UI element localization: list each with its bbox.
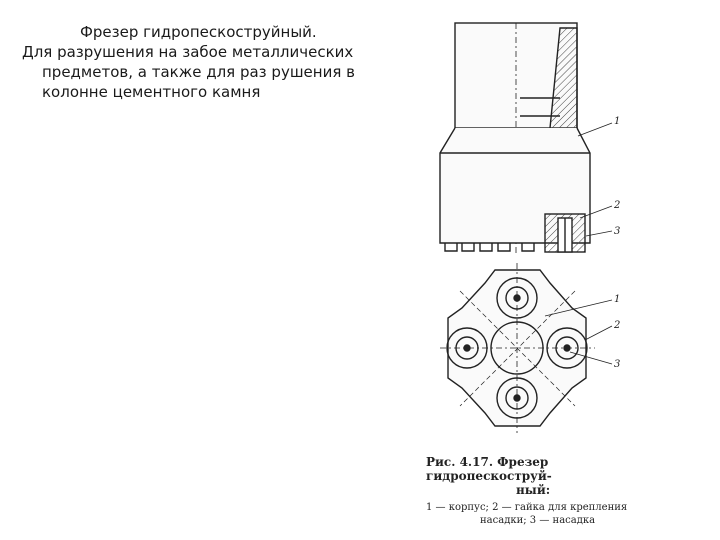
bottom-teeth	[445, 243, 534, 251]
slide-title: Фрезер гидропескоструйный.	[80, 23, 317, 41]
figure-caption	[426, 455, 676, 527]
body-line-3: колонне цементного камня	[42, 83, 261, 101]
body-line-2: предметов, а также для раз рушения в	[42, 63, 355, 81]
callout-plan-2: 2	[614, 320, 621, 331]
leader-side-1	[578, 123, 612, 136]
caption-legend-line-2: насадки; 3 — насадка	[480, 515, 596, 526]
caption-title-line-2: ный:	[516, 483, 551, 497]
slide-text-block	[22, 22, 372, 102]
body-line-1: Для разрушения на забое металлических	[22, 43, 354, 61]
callout-plan-3: 3	[614, 359, 621, 370]
side-view	[440, 23, 612, 253]
callout-side-3: 3	[614, 226, 621, 237]
callout-side-1: 1	[614, 116, 621, 127]
callout-plan-1: 1	[614, 294, 621, 305]
plan-view	[440, 263, 612, 433]
callout-side-2: 2	[614, 200, 621, 211]
leader-plan-2	[585, 326, 612, 340]
technical-drawing	[400, 18, 700, 438]
caption-legend-line-1: 1 — корпус; 2 — гайка для крепления	[426, 502, 628, 513]
caption-title-line-1: Рис. 4.17. Фрезер гидропескоструй-	[426, 455, 552, 483]
